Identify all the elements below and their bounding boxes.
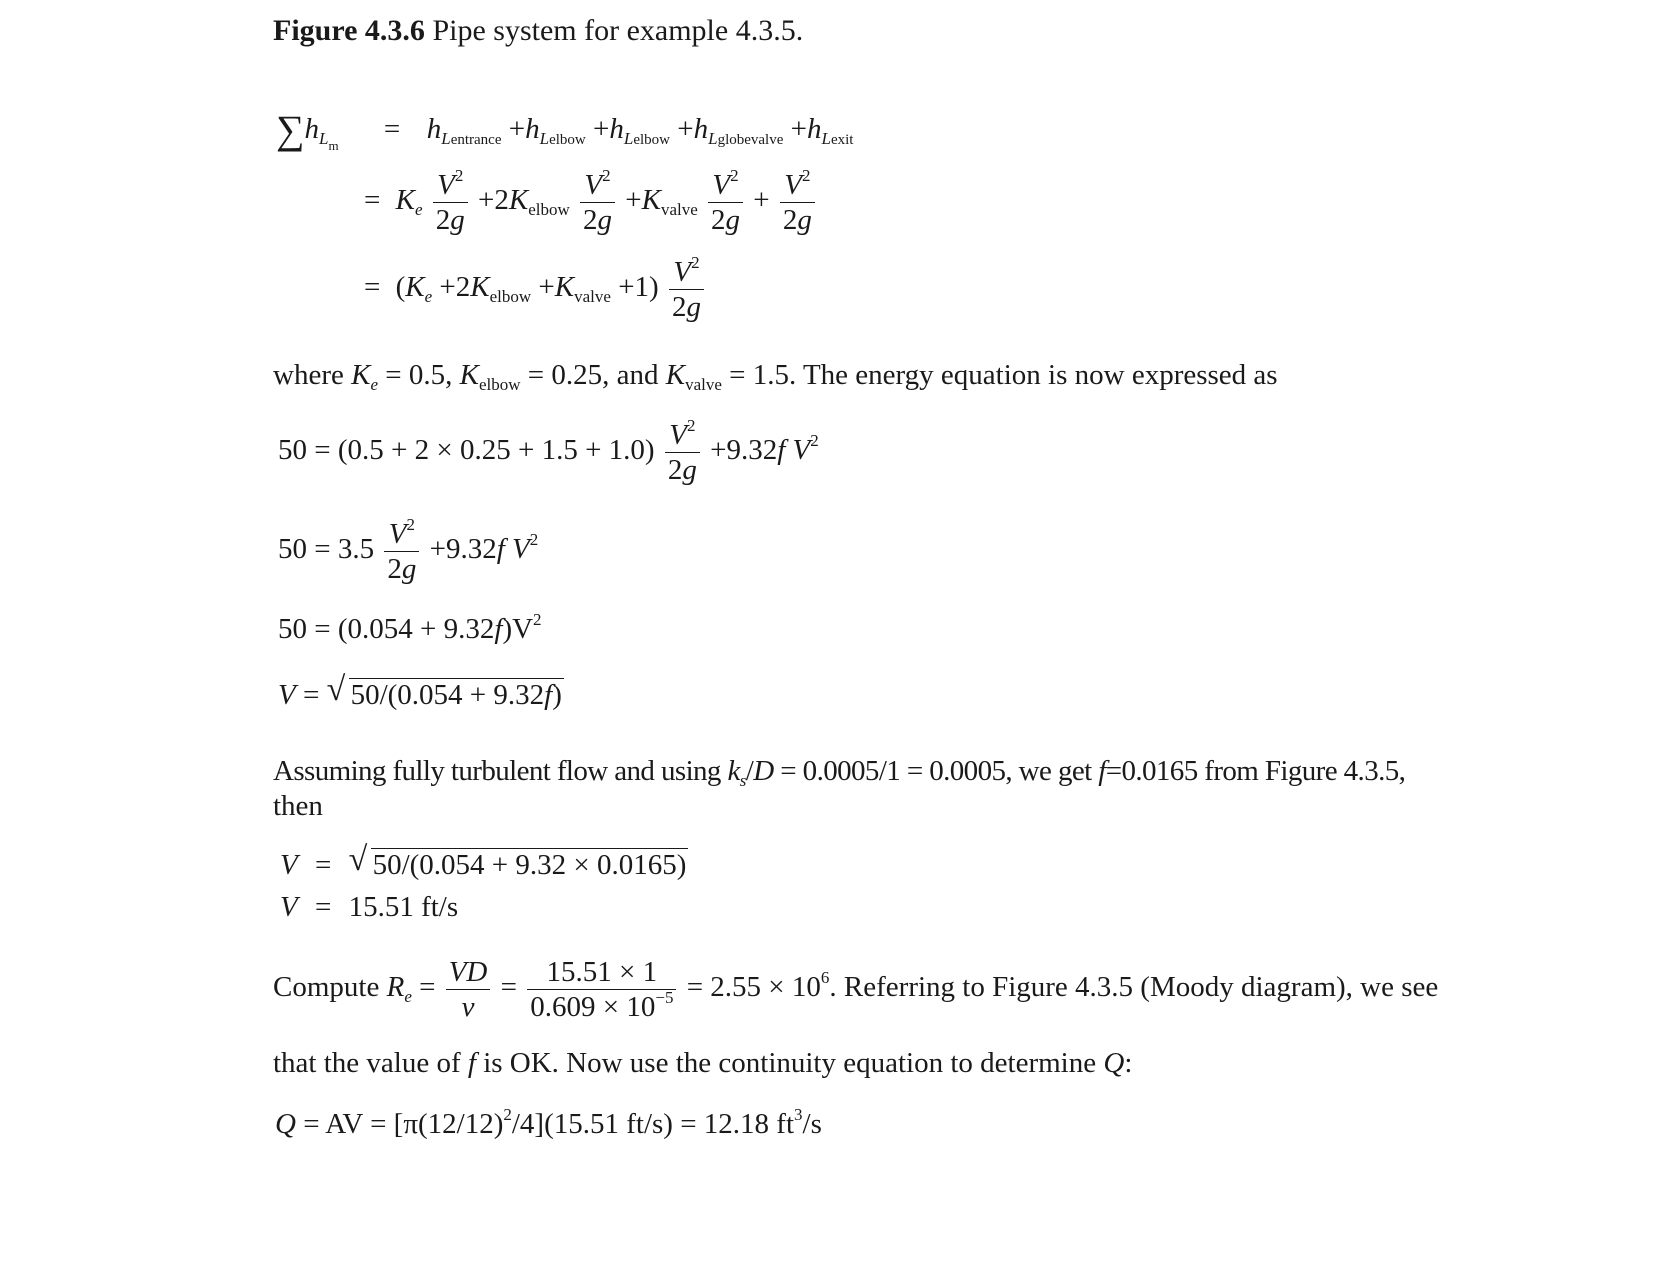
figure-caption-text: Pipe system for example 4.3.5. bbox=[432, 14, 804, 47]
paragraph-assuming: Assuming fully turbulent flow and using $k_s/D = 0.0005/1 = 0.0005$, we get f=0.0165 from Figure 4.3.5, bbox=[273, 755, 1406, 790]
energy-eq-line-4: V = √ 50/(0.054 + 9.32f) bbox=[278, 671, 562, 711]
reynolds-line: Compute $R_e$ = $\frac{VD}{\nu}$ = $\frac{15.51 \times 1}{0.609 \times 10^{-5}}$ = $2.55 \times 10^6$. Referring to Figure 4.3.5 (Moody diagram), we see bbox=[273, 956, 1439, 1023]
figure-caption bbox=[273, 14, 803, 48]
energy-eq-line-1: 50 = (0.5 + 2 × 0.25 + 1.5 + 1.0) $\frac{V^2}{2g}$ +9.32f $V^2$ bbox=[278, 416, 819, 486]
energy-eq-line-3: $50 = (0.054 + 9.32f)V^2$ bbox=[278, 610, 542, 645]
paragraph-then: then bbox=[273, 790, 323, 822]
velocity-line-2: V = 15.51 ft/s bbox=[280, 891, 459, 923]
minor-losses-line-2: = $K_e$ $\frac{V^2}{2g}$ $+2K_{elbow}$ $\frac{V^2}{2g}$ $+K_{valve}$ $\frac{V^2}{2g}$ + $\frac{V^2}{2g}$ bbox=[364, 168, 818, 237]
figure-label: Figure 4.3.6 bbox=[273, 14, 425, 47]
velocity-line-1: V = √ 50/(0.054 + 9.32 × 0.0165) bbox=[280, 841, 687, 881]
minor-losses-line-1: $\sum h_{L_m} = h_{Lentrance} +h_{Lelbow} +h_{Lelbow} +h_{Lglobevalve} +h_{Lexit}$ bbox=[276, 107, 854, 153]
energy-eq-line-2: 50 = 3.5 $\frac{V^2}{2g}$ +9.32f $V^2$ bbox=[278, 515, 539, 585]
paragraph-value-of-f: that the value of f is OK. Now use the continuity equation to determine Q: bbox=[273, 1047, 1133, 1079]
continuity-equation: Q = AV = $[\pi(12/12)^2/4](15.51$ ft/s) = 12.18 $ft^3/s$ bbox=[275, 1105, 822, 1140]
minor-losses-line-3: = $(K_e +2K_{elbow} +K_{valve} +1)$ $\frac{V^2}{2g}$ bbox=[364, 255, 707, 324]
paragraph-where: where $K_e = 0.5$, $K_{elbow} = 0.25$, and $K_{valve} = 1.5$. The energy equation is now expressed as bbox=[273, 359, 1278, 394]
